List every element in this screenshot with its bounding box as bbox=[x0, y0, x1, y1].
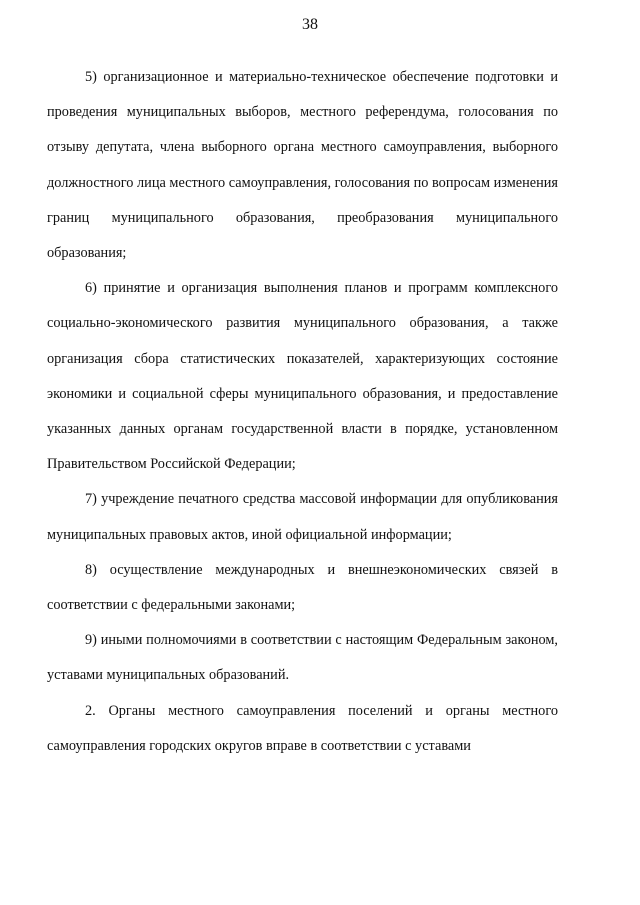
paragraph-item-7: 7) учреждение печатного средства массовой информации для опубликования муниципальных правовых актов, иной официальной информации; bbox=[47, 491, 558, 543]
document-body bbox=[47, 60, 558, 764]
page-number: 38 bbox=[302, 16, 318, 33]
paragraph-item-6: 6) принятие и организация выполнения планов и программ комплексного социально-экономического развития муниципального образования, а также организация сбора статистических показателей, характеризующих состояние экономики и социальной сферы муниципального образования, и предоставление указанных данных органам государственной власти в порядке, установленном Правительством Российской Федерации; bbox=[47, 280, 558, 473]
paragraph-part-2: 2. Органы местного самоуправления поселений и органы местного самоуправления городских округов вправе в соответствии с уставами bbox=[47, 702, 558, 754]
paragraph-item-5: 5) организационное и материально-техническое обеспечение подготовки и проведения муниципальных выборов, местного референдума, голосования по отзыву депутата, члена выборного органа местного самоуправления, выборного должностного лица местного самоуправления, голосования по вопросам изменения границ муниципального образования, преобразования муниципального образования; bbox=[47, 69, 558, 262]
paragraph-item-9: 9) иными полномочиями в соответствии с настоящим Федеральным законом, уставами муниципальных образований. bbox=[47, 632, 558, 684]
paragraph-item-8: 8) осуществление международных и внешнеэкономических связей в соответствии с федеральными законами; bbox=[47, 561, 558, 614]
